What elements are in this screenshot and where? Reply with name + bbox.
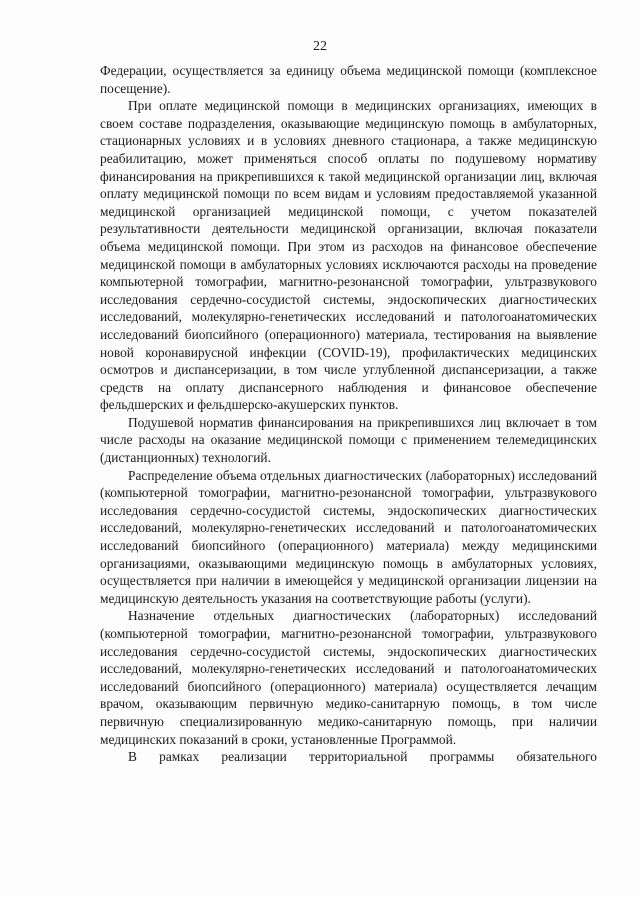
paragraph-territorial-program: В рамках реализации территориальной программы обязательного <box>128 749 597 765</box>
paragraph-per-capita-norm: Подушевой норматив финансирования на прикрепившихся лиц включает в том числе расходы на оказание медицинской помощи с применением телемедицинских (дистанционных) технологий. <box>100 414 597 466</box>
document-body <box>100 62 597 766</box>
paragraph-volume-distribution: Распределение объема отдельных диагностических (лабораторных) исследований (компьютерной томографии, магнитно-резонансной томографии, ультразвукового исследования сердечно-сосудистой системы, эндоскопических диагностических исследований, молекулярно-генетических исследований и патологоанатомических исследований биопсийного (операционного) материала) между медицинскими организациями, оказывающими медицинскую помощь в амбулаторных условиях, осуществляется при наличии в имеющейся у медицинской организации лицензии на медицинскую деятельность указания на соответствующие работы (услуги). <box>100 467 597 606</box>
paragraph-payment-method: При оплате медицинской помощи в медицинских организациях, имеющих в своем составе подразделения, оказывающие медицинскую помощь в амбулаторных, стационарных условиях и в условиях дневного стационара, а также медицинскую реабилитацию, может применяться способ оплаты по подушевому нормативу финансирования на прикрепившихся к такой медицинской организации лиц, включая оплату медицинской помощи по всем видам и условиям предоставляемой указанной медицинской организацией медицинской помощи, с учетом показателей результативности деятельности медицинской организации, включая показатели объема медицинской помощи. При этом из расходов на финансовое обеспечение медицинской помощи в амбулаторных условиях исключаются расходы на проведение компьютерной томографии, магнитно-резонансной томографии, ультразвукового исследования сердечно-сосудистой системы, эндоскопических диагностических исследований, молекулярно-генетических исследований и патологоанатомических исследований биопсийного (операционного) материала, тестирования на выявление новой коронавирусной инфекции (COVID-19), профилактических медицинских осмотров и диспансеризации, в том числе углубленной диспансеризации, а также средств на оплату диспансерного наблюдения и финансовое обеспечение фельдшерских и фельдшерско-акушерских пунктов. <box>100 98 597 413</box>
paragraph-continuation: Федерации, осуществляется за единицу объема медицинской помощи (комплексное посещение). <box>100 63 597 96</box>
paragraph-diagnostic-assignment: Назначение отдельных диагностических (лабораторных) исследований (компьютерной томографии, магнитно-резонансной томографии, ультразвукового исследования сердечно-сосудистой системы, эндоскопических диагностических исследований, молекулярно-генетических исследований и патологоанатомических исследований биопсийного (операционного) материала) осуществляется лечащим врачом, оказывающим первичную медико-санитарную помощь, в том числе первичную специализированную медико-санитарную помощь, при наличии медицинских показаний в сроки, установленные Программой. <box>100 608 597 747</box>
page-number: 22 <box>313 39 327 54</box>
